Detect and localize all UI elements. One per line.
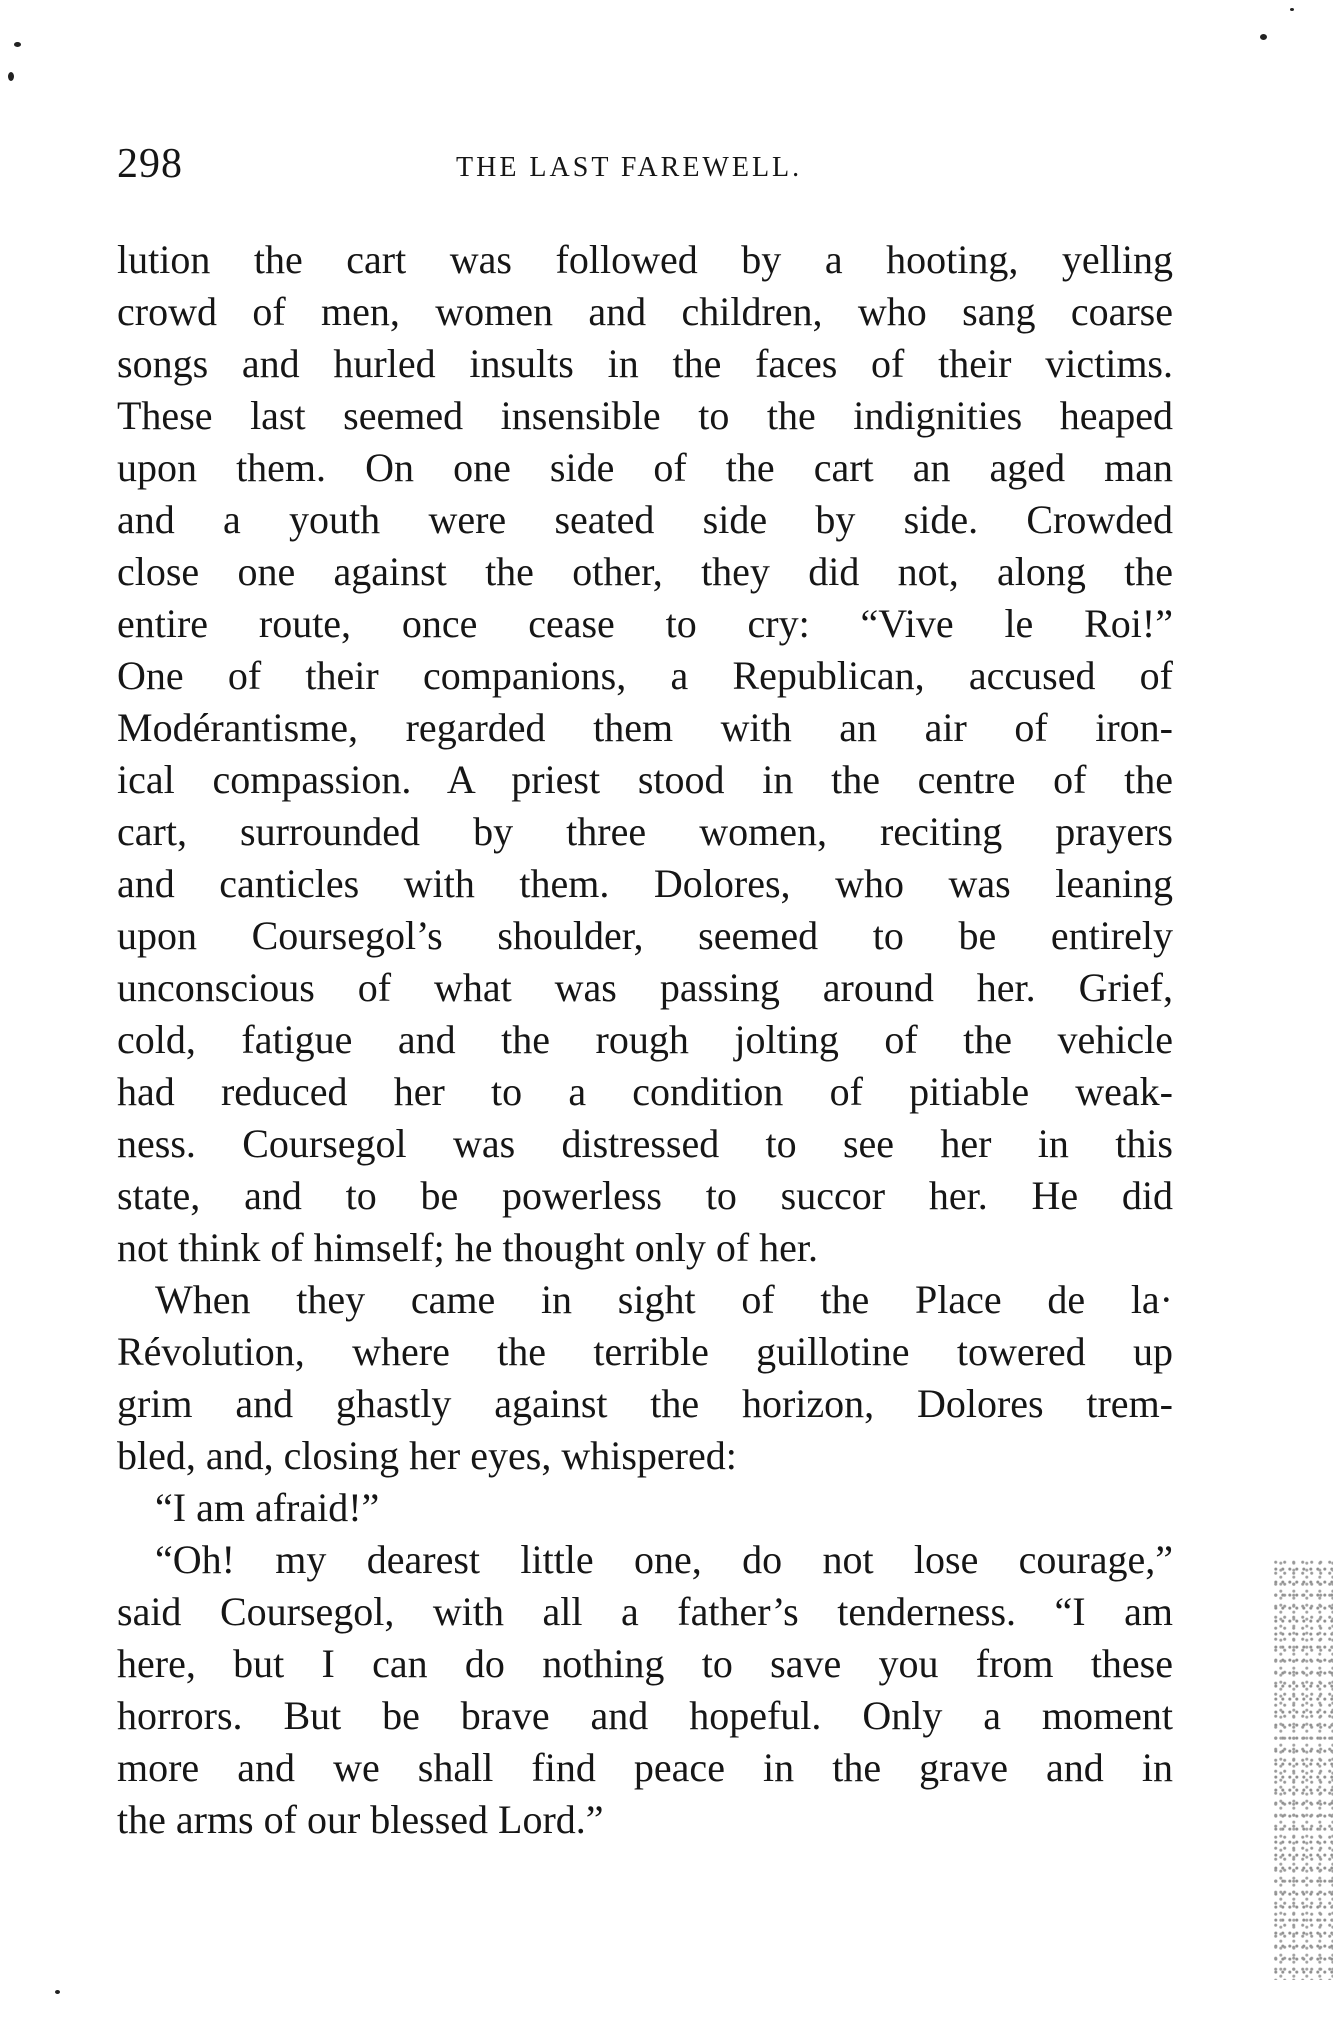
text-line: cart, surrounded by three women, reciting prayers [117, 809, 1173, 854]
scan-speck [8, 72, 14, 81]
text-line: Révolution, where the terrible guillotine towered up [117, 1329, 1173, 1374]
text-line: entire route, once cease to cry: “Vive le Roi!” [117, 601, 1173, 646]
text-line: not think of himself; he thought only of her. [117, 1225, 819, 1270]
paragraph [117, 1534, 1173, 1846]
text-line: lution the cart was followed by a hooting, yelling [117, 237, 1173, 282]
text-line: “Oh! my dearest little one, do not lose courage,” [155, 1537, 1173, 1582]
text-line: One of their companions, a Republican, accused of [117, 653, 1173, 698]
text-line: Modérantisme, regarded them with an air of iron- [117, 705, 1173, 750]
page-number: 298 [117, 141, 183, 187]
text-line: cold, fatigue and the rough jolting of the vehicle [117, 1017, 1173, 1062]
text-line: ical compassion. A priest stood in the centre of the [117, 757, 1173, 802]
text-line: These last seemed insensible to the indignities heaped [117, 393, 1173, 438]
text-line: close one against the other, they did not, along the [117, 549, 1173, 594]
text-line: upon them. On one side of the cart an aged man [117, 445, 1173, 490]
text-line: had reduced her to a condition of pitiable weak- [117, 1069, 1173, 1114]
page-header [117, 140, 1177, 200]
text-line: bled, and, closing her eyes, whispered: [117, 1433, 737, 1478]
text-line: and canticles with them. Dolores, who was leaning [117, 861, 1173, 906]
scan-edge-noise [1273, 1560, 1333, 1980]
scan-speck [14, 42, 21, 47]
text-line: here, but I can do nothing to save you from these [117, 1641, 1173, 1686]
scan-speck [1290, 8, 1294, 11]
text-line: When they came in sight of the Place de la· [155, 1277, 1173, 1322]
text-line: state, and to be powerless to succor her. He did [117, 1173, 1173, 1218]
text-line: the arms of our blessed Lord.” [117, 1797, 604, 1842]
paragraph [117, 1482, 1173, 1534]
scan-speck [1260, 34, 1267, 40]
text-line: songs and hurled insults in the faces of their victims. [117, 341, 1173, 386]
text-line: more and we shall find peace in the grave and in [117, 1745, 1173, 1790]
text-line: “I am afraid!” [155, 1485, 380, 1530]
text-line: grim and ghastly against the horizon, Dolores trem- [117, 1381, 1173, 1426]
text-line: unconscious of what was passing around her. Grief, [117, 965, 1173, 1010]
text-line: horrors. But be brave and hopeful. Only a moment [117, 1693, 1173, 1738]
body-text [117, 234, 1173, 1846]
scan-speck [55, 1990, 60, 1994]
text-line: and a youth were seated side by side. Crowded [117, 497, 1173, 542]
text-line: upon Coursegol’s shoulder, seemed to be entirely [117, 913, 1173, 958]
text-line: said Coursegol, with all a father’s tenderness. “I am [117, 1589, 1173, 1634]
text-line: ness. Coursegol was distressed to see her in this [117, 1121, 1173, 1166]
text-line: crowd of men, women and children, who sang coarse [117, 289, 1173, 334]
paragraph [117, 234, 1173, 1274]
running-title: THE LAST FAREWELL. [456, 152, 803, 183]
paragraph [117, 1274, 1173, 1482]
